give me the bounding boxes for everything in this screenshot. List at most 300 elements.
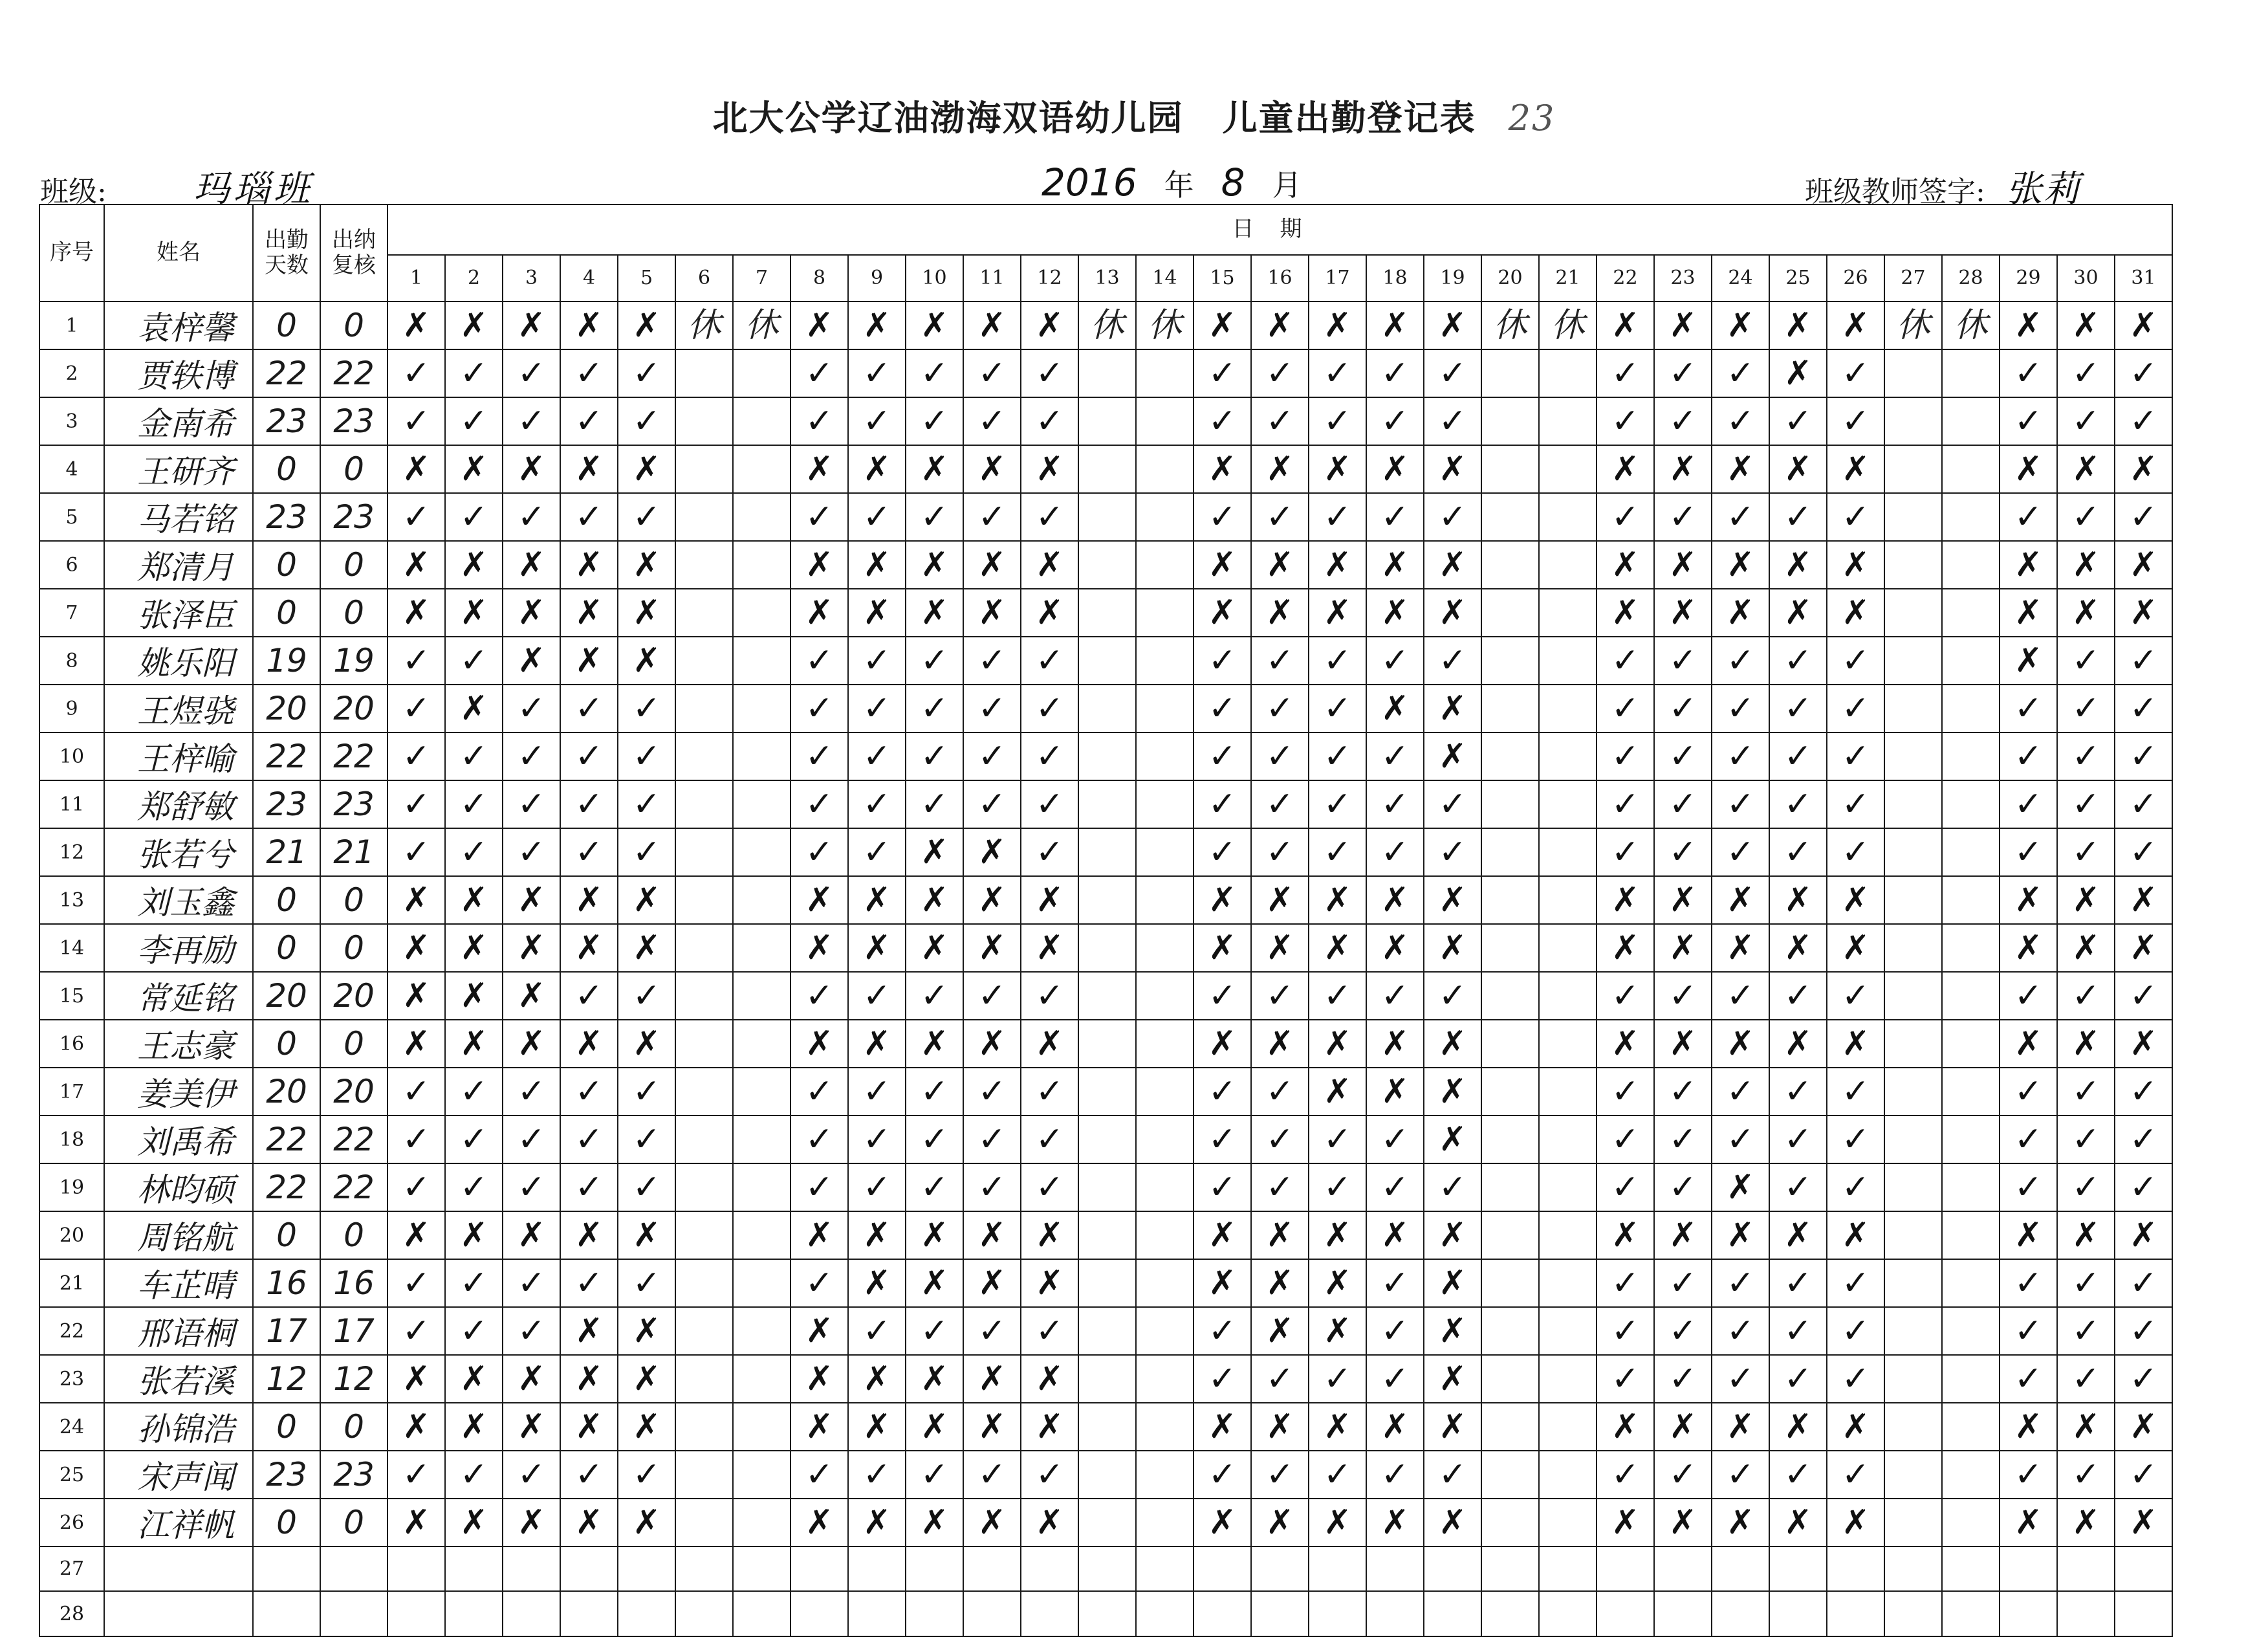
attend-days: 20	[253, 972, 320, 1020]
rest-mark: 休	[1078, 302, 1136, 349]
absent-mark: ✗	[906, 589, 963, 637]
present-mark: ✓	[1251, 637, 1309, 685]
empty-cell	[1136, 1068, 1194, 1116]
empty-cell	[1884, 732, 1942, 780]
empty-cell	[1539, 445, 1597, 493]
present-mark: ✓	[387, 1116, 445, 1163]
child-name: 王研齐	[104, 445, 253, 493]
empty-cell	[1136, 1355, 1194, 1403]
present-mark: ✓	[1366, 972, 1424, 1020]
empty-cell	[1884, 1403, 1942, 1451]
row-seq: 27	[39, 1546, 104, 1591]
present-mark: ✓	[2115, 349, 2172, 397]
empty-cell	[1078, 685, 1136, 732]
empty-cell	[733, 349, 791, 397]
empty-cell	[1194, 1591, 1251, 1636]
present-mark: ✓	[2057, 1259, 2115, 1307]
present-mark: ✓	[2115, 685, 2172, 732]
absent-mark: ✗	[2115, 1020, 2172, 1068]
present-mark: ✓	[1712, 972, 1769, 1020]
present-mark: ✓	[1712, 732, 1769, 780]
present-mark: ✓	[1654, 732, 1712, 780]
absent-mark: ✗	[963, 1403, 1021, 1451]
empty-cell	[1654, 1546, 1712, 1591]
empty-cell	[1539, 1163, 1597, 1211]
absent-mark: ✗	[963, 1355, 1021, 1403]
absent-mark: ✗	[1424, 924, 1481, 972]
absent-mark: ✗	[2115, 1403, 2172, 1451]
rest-mark: 休	[1884, 302, 1942, 349]
empty-cell	[1884, 1116, 1942, 1163]
empty-cell	[1481, 685, 1539, 732]
absent-mark: ✗	[791, 924, 848, 972]
header-day: 29	[2000, 255, 2057, 302]
child-name: 王志豪	[104, 1020, 253, 1068]
empty-cell	[1539, 1307, 1597, 1355]
empty-cell	[1942, 1211, 2000, 1259]
empty-cell	[618, 1591, 675, 1636]
row-seq: 5	[39, 493, 104, 541]
present-mark: ✓	[1712, 1451, 1769, 1499]
absent-mark: ✗	[1021, 1355, 1078, 1403]
absent-mark: ✗	[1251, 924, 1309, 972]
header-day: 19	[1424, 255, 1481, 302]
present-mark: ✓	[618, 972, 675, 1020]
empty-cell	[1884, 876, 1942, 924]
present-mark: ✓	[1654, 972, 1712, 1020]
absent-mark: ✗	[906, 876, 963, 924]
empty-cell	[1136, 924, 1194, 972]
review-days: 20	[320, 685, 387, 732]
present-mark: ✓	[791, 972, 848, 1020]
empty-cell	[1769, 1591, 1827, 1636]
review-days: 22	[320, 732, 387, 780]
absent-mark: ✗	[1827, 1020, 1884, 1068]
present-mark: ✓	[2057, 972, 2115, 1020]
absent-mark: ✗	[1309, 1403, 1366, 1451]
empty-cell	[1884, 972, 1942, 1020]
attend-days: 12	[253, 1355, 320, 1403]
absent-mark: ✗	[791, 1020, 848, 1068]
present-mark: ✓	[2057, 1451, 2115, 1499]
row-seq: 16	[39, 1020, 104, 1068]
present-mark: ✓	[1251, 732, 1309, 780]
present-mark: ✓	[2000, 1355, 2057, 1403]
row-seq: 24	[39, 1403, 104, 1451]
empty-cell	[1884, 1211, 1942, 1259]
absent-mark: ✗	[2000, 589, 2057, 637]
absent-mark: ✗	[618, 1211, 675, 1259]
empty-cell	[1078, 1355, 1136, 1403]
empty-cell	[1481, 972, 1539, 1020]
present-mark: ✓	[1366, 1259, 1424, 1307]
present-mark: ✓	[1194, 493, 1251, 541]
empty-cell	[1481, 1546, 1539, 1591]
absent-mark: ✗	[618, 1499, 675, 1546]
child-name	[104, 1591, 253, 1636]
absent-mark: ✗	[618, 637, 675, 685]
empty-cell	[1942, 349, 2000, 397]
absent-mark: ✗	[618, 876, 675, 924]
absent-mark: ✗	[1654, 1211, 1712, 1259]
row-seq: 8	[39, 637, 104, 685]
absent-mark: ✗	[2057, 1211, 2115, 1259]
absent-mark: ✗	[1712, 1403, 1769, 1451]
present-mark: ✓	[1769, 493, 1827, 541]
absent-mark: ✗	[1366, 1499, 1424, 1546]
child-name: 郑清月	[104, 541, 253, 589]
present-mark: ✓	[2057, 397, 2115, 445]
present-mark: ✓	[1194, 1163, 1251, 1211]
absent-mark: ✗	[503, 445, 560, 493]
absent-mark: ✗	[618, 302, 675, 349]
empty-cell	[1884, 1307, 1942, 1355]
absent-mark: ✗	[1309, 1259, 1366, 1307]
empty-cell	[1539, 397, 1597, 445]
present-mark: ✓	[2000, 349, 2057, 397]
absent-mark: ✗	[1194, 1403, 1251, 1451]
absent-mark: ✗	[1021, 302, 1078, 349]
empty-cell	[1481, 445, 1539, 493]
present-mark: ✓	[963, 1163, 1021, 1211]
present-mark: ✓	[1597, 685, 1654, 732]
present-mark: ✓	[1309, 685, 1366, 732]
child-name: 姚乐阳	[104, 637, 253, 685]
empty-cell	[1539, 1211, 1597, 1259]
present-mark: ✓	[387, 1451, 445, 1499]
empty-cell	[733, 828, 791, 876]
absent-mark: ✗	[1769, 924, 1827, 972]
attend-days: 22	[253, 349, 320, 397]
absent-mark: ✗	[1251, 1259, 1309, 1307]
present-mark: ✓	[1366, 1116, 1424, 1163]
present-mark: ✓	[387, 828, 445, 876]
empty-cell	[1136, 1403, 1194, 1451]
present-mark: ✓	[963, 397, 1021, 445]
form-name: 儿童出勤登记表	[1222, 97, 1476, 138]
empty-cell	[1481, 637, 1539, 685]
empty-cell	[675, 1499, 733, 1546]
table-row	[39, 302, 2172, 349]
absent-mark: ✗	[387, 445, 445, 493]
absent-mark: ✗	[848, 1259, 906, 1307]
absent-mark: ✗	[1424, 876, 1481, 924]
empty-cell	[1712, 1546, 1769, 1591]
absent-mark: ✗	[2000, 876, 2057, 924]
present-mark: ✓	[1769, 1068, 1827, 1116]
empty-cell	[1078, 732, 1136, 780]
child-name: 刘禹希	[104, 1116, 253, 1163]
present-mark: ✓	[1654, 685, 1712, 732]
empty-cell	[1481, 1020, 1539, 1068]
present-mark: ✓	[1021, 1451, 1078, 1499]
present-mark: ✓	[1424, 397, 1481, 445]
absent-mark: ✗	[387, 972, 445, 1020]
absent-mark: ✗	[1597, 924, 1654, 972]
present-mark: ✓	[1194, 685, 1251, 732]
present-mark: ✓	[560, 1116, 618, 1163]
present-mark: ✓	[2057, 1116, 2115, 1163]
present-mark: ✓	[445, 637, 503, 685]
header-day: 31	[2115, 255, 2172, 302]
absent-mark: ✗	[1769, 302, 1827, 349]
present-mark: ✓	[560, 493, 618, 541]
absent-mark: ✗	[1827, 541, 1884, 589]
absent-mark: ✗	[2057, 1020, 2115, 1068]
absent-mark: ✗	[2000, 1211, 2057, 1259]
empty-cell	[733, 732, 791, 780]
present-mark: ✓	[848, 493, 906, 541]
empty-cell	[1078, 1116, 1136, 1163]
table-row	[39, 493, 2172, 541]
present-mark: ✓	[618, 780, 675, 828]
empty-cell	[1136, 1307, 1194, 1355]
absent-mark: ✗	[1769, 1211, 1827, 1259]
present-mark: ✓	[1309, 972, 1366, 1020]
present-mark: ✓	[560, 780, 618, 828]
class-value: 玛瑙班	[193, 168, 314, 210]
present-mark: ✓	[2115, 637, 2172, 685]
empty-cell	[1078, 397, 1136, 445]
present-mark: ✓	[1654, 1259, 1712, 1307]
attend-days: 17	[253, 1307, 320, 1355]
absent-mark: ✗	[791, 589, 848, 637]
absent-mark: ✗	[963, 445, 1021, 493]
present-mark: ✓	[387, 349, 445, 397]
present-mark: ✓	[963, 972, 1021, 1020]
absent-mark: ✗	[387, 1020, 445, 1068]
absent-mark: ✗	[1424, 732, 1481, 780]
absent-mark: ✗	[848, 1355, 906, 1403]
present-mark: ✓	[1251, 1068, 1309, 1116]
present-mark: ✓	[848, 1116, 906, 1163]
present-mark: ✓	[1194, 637, 1251, 685]
empty-cell	[1136, 685, 1194, 732]
absent-mark: ✗	[618, 1020, 675, 1068]
present-mark: ✓	[963, 780, 1021, 828]
absent-mark: ✗	[2000, 302, 2057, 349]
absent-mark: ✗	[387, 1499, 445, 1546]
present-mark: ✓	[1251, 780, 1309, 828]
row-seq: 14	[39, 924, 104, 972]
row-seq: 26	[39, 1499, 104, 1546]
empty-cell	[2115, 1546, 2172, 1591]
absent-mark: ✗	[1021, 445, 1078, 493]
present-mark: ✓	[1251, 493, 1309, 541]
present-mark: ✓	[560, 349, 618, 397]
attend-days: 0	[253, 1020, 320, 1068]
present-mark: ✓	[1597, 1068, 1654, 1116]
absent-mark: ✗	[2000, 445, 2057, 493]
absent-mark: ✗	[503, 541, 560, 589]
absent-mark: ✗	[791, 541, 848, 589]
present-mark: ✓	[1309, 397, 1366, 445]
present-mark: ✓	[618, 1451, 675, 1499]
absent-mark: ✗	[906, 1259, 963, 1307]
present-mark: ✓	[1597, 1355, 1654, 1403]
empty-cell	[1136, 1020, 1194, 1068]
absent-mark: ✗	[387, 1355, 445, 1403]
row-seq: 28	[39, 1591, 104, 1636]
present-mark: ✓	[387, 732, 445, 780]
present-mark: ✓	[791, 397, 848, 445]
absent-mark: ✗	[1424, 589, 1481, 637]
present-mark: ✓	[387, 685, 445, 732]
present-mark: ✓	[2057, 1163, 2115, 1211]
empty-cell	[2057, 1591, 2115, 1636]
present-mark: ✓	[2115, 1116, 2172, 1163]
present-mark: ✓	[848, 1451, 906, 1499]
present-mark: ✓	[1251, 1355, 1309, 1403]
empty-cell	[1366, 1546, 1424, 1591]
header-day: 10	[906, 255, 963, 302]
present-mark: ✓	[906, 1068, 963, 1116]
absent-mark: ✗	[503, 1499, 560, 1546]
absent-mark: ✗	[387, 1211, 445, 1259]
table-row	[39, 1020, 2172, 1068]
empty-cell	[1942, 876, 2000, 924]
empty-cell	[1078, 1163, 1136, 1211]
present-mark: ✓	[2000, 828, 2057, 876]
attend-days: 23	[253, 493, 320, 541]
empty-cell	[1942, 1307, 2000, 1355]
empty-cell	[1481, 828, 1539, 876]
review-days: 17	[320, 1307, 387, 1355]
empty-cell	[1481, 1499, 1539, 1546]
present-mark: ✓	[618, 493, 675, 541]
present-mark: ✓	[2057, 1355, 2115, 1403]
empty-cell	[1597, 1546, 1654, 1591]
empty-cell	[675, 732, 733, 780]
empty-cell	[1539, 1499, 1597, 1546]
absent-mark: ✗	[387, 1403, 445, 1451]
present-mark: ✓	[1366, 828, 1424, 876]
present-mark: ✓	[1021, 780, 1078, 828]
present-mark: ✓	[1597, 1163, 1654, 1211]
header-day: 4	[560, 255, 618, 302]
present-mark: ✓	[791, 493, 848, 541]
present-mark: ✓	[1194, 828, 1251, 876]
empty-cell	[675, 685, 733, 732]
present-mark: ✓	[503, 493, 560, 541]
present-mark: ✓	[2000, 1163, 2057, 1211]
attend-days: 23	[253, 397, 320, 445]
absent-mark: ✗	[1769, 1020, 1827, 1068]
absent-mark: ✗	[1424, 1020, 1481, 1068]
present-mark: ✓	[560, 397, 618, 445]
child-name: 郑舒敏	[104, 780, 253, 828]
empty-cell	[1078, 924, 1136, 972]
present-mark: ✓	[1366, 1451, 1424, 1499]
header-day: 25	[1769, 255, 1827, 302]
absent-mark: ✗	[1309, 1020, 1366, 1068]
empty-cell	[1251, 1591, 1309, 1636]
table-row	[39, 732, 2172, 780]
present-mark: ✓	[1366, 397, 1424, 445]
absent-mark: ✗	[1366, 924, 1424, 972]
present-mark: ✓	[1194, 397, 1251, 445]
child-name: 宋声闻	[104, 1451, 253, 1499]
empty-cell	[1884, 541, 1942, 589]
rest-mark: 休	[1539, 302, 1597, 349]
present-mark: ✓	[503, 1259, 560, 1307]
empty-cell	[1942, 1546, 2000, 1591]
absent-mark: ✗	[445, 1211, 503, 1259]
empty-cell	[1194, 1546, 1251, 1591]
child-name: 贾轶博	[104, 349, 253, 397]
header-day: 3	[503, 255, 560, 302]
present-mark: ✓	[848, 637, 906, 685]
absent-mark: ✗	[560, 541, 618, 589]
absent-mark: ✗	[906, 302, 963, 349]
present-mark: ✓	[1654, 780, 1712, 828]
month-unit: 月	[1272, 168, 1302, 203]
empty-cell	[1136, 637, 1194, 685]
absent-mark: ✗	[1769, 445, 1827, 493]
child-name: 江祥帆	[104, 1499, 253, 1546]
absent-mark: ✗	[1021, 1403, 1078, 1451]
review-days: 0	[320, 876, 387, 924]
rest-mark: 休	[733, 302, 791, 349]
present-mark: ✓	[791, 1116, 848, 1163]
attend-days: 22	[253, 1116, 320, 1163]
absent-mark: ✗	[560, 589, 618, 637]
present-mark: ✓	[445, 1163, 503, 1211]
present-mark: ✓	[1712, 637, 1769, 685]
absent-mark: ✗	[791, 445, 848, 493]
empty-cell	[1942, 685, 2000, 732]
present-mark: ✓	[1366, 637, 1424, 685]
empty-cell	[1942, 493, 2000, 541]
present-mark: ✓	[791, 685, 848, 732]
absent-mark: ✗	[848, 302, 906, 349]
absent-mark: ✗	[1251, 445, 1309, 493]
absent-mark: ✗	[906, 1355, 963, 1403]
absent-mark: ✗	[1597, 876, 1654, 924]
absent-mark: ✗	[1366, 1211, 1424, 1259]
table-row	[39, 1546, 2172, 1591]
absent-mark: ✗	[503, 637, 560, 685]
present-mark: ✓	[1827, 780, 1884, 828]
present-mark: ✓	[1597, 1116, 1654, 1163]
empty-cell	[618, 1546, 675, 1591]
child-name	[104, 1546, 253, 1591]
absent-mark: ✗	[848, 1020, 906, 1068]
present-mark: ✓	[1194, 732, 1251, 780]
present-mark: ✓	[1597, 637, 1654, 685]
absent-mark: ✗	[387, 589, 445, 637]
present-mark: ✓	[1424, 828, 1481, 876]
empty-cell	[1712, 1591, 1769, 1636]
month-value: 8	[1221, 160, 1245, 204]
present-mark: ✓	[1251, 685, 1309, 732]
absent-mark: ✗	[445, 924, 503, 972]
absent-mark: ✗	[1597, 445, 1654, 493]
table-row	[39, 1307, 2172, 1355]
present-mark: ✓	[560, 1451, 618, 1499]
absent-mark: ✗	[848, 541, 906, 589]
empty-cell	[503, 1591, 560, 1636]
present-mark: ✓	[1309, 828, 1366, 876]
empty-cell	[1539, 972, 1597, 1020]
absent-mark: ✗	[1654, 1499, 1712, 1546]
child-name: 张若溪	[104, 1355, 253, 1403]
absent-mark: ✗	[560, 1499, 618, 1546]
absent-mark: ✗	[560, 302, 618, 349]
empty-cell	[503, 1546, 560, 1591]
present-mark: ✓	[1309, 1355, 1366, 1403]
empty-cell	[1884, 924, 1942, 972]
